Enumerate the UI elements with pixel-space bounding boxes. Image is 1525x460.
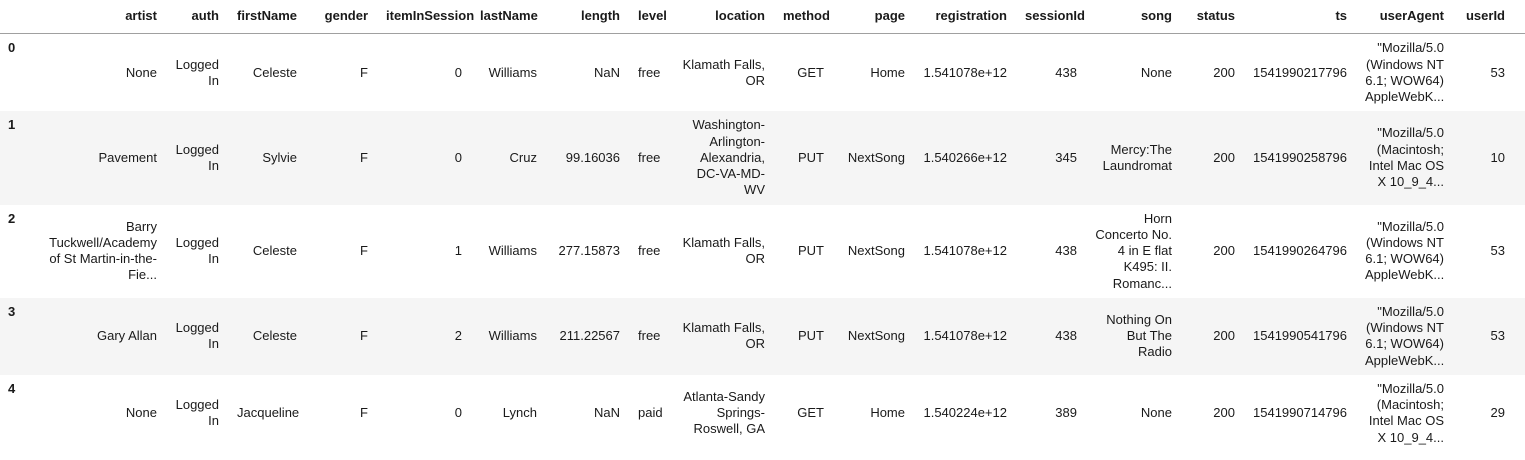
cell-auth: Logged In (175, 234, 219, 267)
column-header-length: length (546, 0, 629, 34)
cell-sessionId: 389 (1055, 405, 1077, 421)
cell-userId: 53 (1490, 328, 1505, 344)
cell-page: Home (870, 405, 905, 421)
dataframe-header (0, 0, 1525, 34)
cell-registration: 1.541078e+12 (923, 64, 1007, 80)
column-header-itemInSession: itemInSession (377, 0, 471, 34)
cell-artist: Pavement (98, 149, 157, 165)
cell-sessionId: 438 (1055, 243, 1077, 258)
cell-length: NaN (593, 64, 620, 80)
column-header-firstName: firstName (228, 0, 306, 34)
cell-userAgent: "Mozilla/5.0 (Windows NT 6.1; WOW64) AppleWebK... (1365, 40, 1445, 104)
cell-status: 200 (1213, 149, 1235, 165)
column-header-status: status (1181, 0, 1244, 34)
table-row (0, 298, 1525, 375)
cell-gender: F (360, 149, 368, 165)
cell-page: NextSong (847, 243, 905, 258)
column-header-userAgent: userAgent (1356, 0, 1453, 34)
column-header-level: level (629, 0, 669, 34)
cell-ts: 1541990258796 (1253, 149, 1347, 165)
row-index: 1 (8, 117, 16, 133)
cell-firstName: Celeste (252, 64, 297, 80)
cell-page: Home (870, 64, 905, 80)
cell-userId: 29 (1490, 405, 1505, 421)
cell-userId: 53 (1490, 64, 1505, 80)
cell-song: Mercy:The Laundromat (1102, 141, 1172, 173)
cell-status: 200 (1213, 328, 1235, 344)
column-header-lastName: lastName (471, 0, 546, 34)
row-index: 3 (8, 303, 16, 319)
table-row (0, 205, 1525, 298)
cell-status: 200 (1213, 243, 1235, 258)
cell-firstName: Celeste (252, 328, 297, 344)
cell-location: Klamath Falls, OR (682, 56, 765, 88)
cell-song: Nothing On But The Radio (1106, 311, 1172, 360)
cell-level: free (638, 328, 661, 344)
column-header-artist: artist (33, 0, 166, 34)
cell-artist: Barry Tuckwell/Academy of St Martin-in-the-Fie... (49, 218, 157, 283)
cell-userId: 53 (1490, 243, 1505, 258)
header-row (0, 0, 1525, 34)
cell-auth: Logged In (175, 397, 219, 429)
cell-method: PUT (798, 328, 824, 344)
cell-userAgent: "Mozilla/5.0 (Windows NT 6.1; WOW64) AppleWebK... (1365, 303, 1445, 368)
cell-registration: 1.540224e+12 (923, 405, 1007, 421)
cell-ts: 1541990217796 (1253, 64, 1347, 80)
cell-userId: 10 (1490, 149, 1505, 165)
cell-song: None (1140, 64, 1172, 80)
index-column-header (0, 0, 33, 34)
cell-level: paid (638, 405, 663, 421)
cell-userAgent: "Mozilla/5.0 (Windows NT 6.1; WOW64) AppleWebK... (1365, 218, 1445, 283)
cell-ts: 1541990264796 (1253, 243, 1347, 258)
cell-registration: 1.540266e+12 (923, 149, 1007, 165)
cell-method: PUT (798, 149, 824, 165)
cell-itemInSession: 1 (454, 243, 462, 258)
cell-sessionId: 345 (1055, 149, 1077, 165)
row-index: 4 (8, 380, 16, 396)
cell-length: 99.16036 (565, 149, 620, 165)
cell-artist: Gary Allan (97, 328, 157, 344)
cell-registration: 1.541078e+12 (923, 243, 1007, 258)
cell-location: Washington-Arlington-Alexandria, DC-VA-MD-WV (692, 117, 765, 198)
cell-status: 200 (1213, 64, 1235, 80)
table-row (0, 111, 1525, 204)
cell-level: free (638, 243, 661, 258)
cell-itemInSession: 0 (454, 405, 462, 421)
dataframe-body (0, 34, 1525, 452)
cell-gender: F (360, 64, 368, 80)
cell-lastName: Williams (488, 328, 537, 344)
cell-auth: Logged In (175, 320, 219, 352)
cell-auth: Logged In (175, 141, 219, 173)
table-row (0, 34, 1525, 112)
cell-itemInSession: 2 (454, 328, 462, 344)
cell-itemInSession: 0 (454, 64, 462, 80)
cell-itemInSession: 0 (454, 149, 462, 165)
column-header-location: location (669, 0, 774, 34)
column-header-page: page (833, 0, 914, 34)
cell-ts: 1541990714796 (1253, 405, 1347, 421)
cell-length: 277.15873 (558, 243, 620, 258)
cell-ts: 1541990541796 (1253, 328, 1347, 344)
column-header-auth: auth (166, 0, 228, 34)
cell-auth: Logged In (175, 56, 219, 88)
cell-method: GET (797, 405, 824, 421)
column-header-song: song (1086, 0, 1181, 34)
cell-gender: F (360, 405, 368, 421)
cell-firstName: Jacqueline (237, 405, 300, 421)
cell-page: NextSong (847, 328, 905, 344)
column-header-ts: ts (1244, 0, 1356, 34)
cell-song: None (1140, 405, 1172, 421)
cell-sessionId: 438 (1055, 64, 1077, 80)
cell-song: Horn Concerto No. 4 in E flat K495: II. Romanc... (1095, 210, 1172, 291)
cell-firstName: Celeste (252, 243, 297, 258)
cell-lastName: Lynch (502, 405, 537, 421)
cell-location: Klamath Falls, OR (682, 320, 765, 352)
cell-artist: None (125, 64, 157, 80)
cell-location: Atlanta-Sandy Springs-Roswell, GA (683, 388, 765, 437)
cell-artist: None (125, 405, 157, 421)
cell-gender: F (360, 243, 368, 258)
cell-lastName: Williams (488, 64, 537, 80)
cell-level: free (638, 64, 661, 80)
row-index: 2 (8, 210, 16, 226)
cell-lastName: Cruz (509, 149, 537, 165)
row-index: 0 (8, 40, 16, 56)
cell-status: 200 (1213, 405, 1235, 421)
cell-sessionId: 438 (1055, 328, 1077, 344)
column-header-gender: gender (306, 0, 377, 34)
cell-location: Klamath Falls, OR (682, 234, 765, 267)
cell-userAgent: "Mozilla/5.0 (Macintosh; Intel Mac OS X 10_9_4... (1368, 125, 1444, 190)
cell-method: PUT (798, 243, 824, 258)
column-header-method: method (774, 0, 833, 34)
column-header-userId: userId (1453, 0, 1525, 34)
cell-lastName: Williams (488, 243, 537, 258)
cell-method: GET (797, 64, 824, 80)
cell-userAgent: "Mozilla/5.0 (Macintosh; Intel Mac OS X 10_9_4... (1368, 380, 1444, 445)
table-row (0, 375, 1525, 452)
cell-firstName: Sylvie (262, 149, 297, 165)
column-header-sessionId: sessionId (1016, 0, 1086, 34)
cell-length: 211.22567 (559, 328, 620, 344)
cell-gender: F (360, 328, 368, 344)
cell-level: free (638, 149, 661, 165)
cell-registration: 1.541078e+12 (923, 328, 1007, 344)
cell-length: NaN (593, 405, 620, 421)
column-header-registration: registration (914, 0, 1016, 34)
cell-page: NextSong (847, 149, 905, 165)
